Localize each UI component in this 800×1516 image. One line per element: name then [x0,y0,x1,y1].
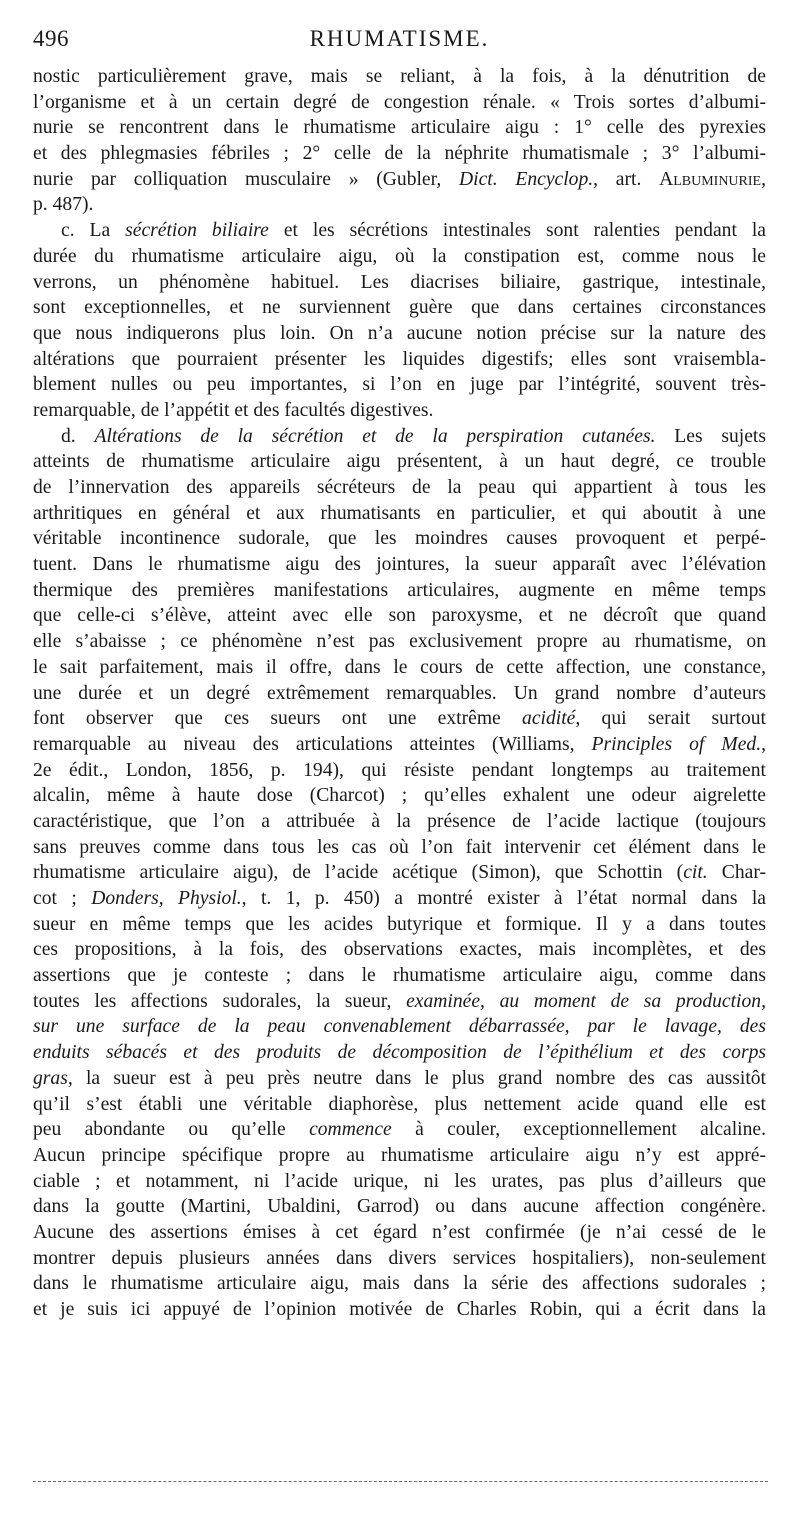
text-line [33,809,766,835]
text-segment: sans preuves comme dans tous les cas où l’on fait intervenir cet élément dans le [33,836,766,858]
text-line [33,1271,766,1297]
text-line [33,783,766,809]
text-line [33,1297,766,1323]
text-segment: nurie se rencontrent dans le rhumatisme articulaire aigu : 1° celle des pyrexies [33,117,766,139]
text-line [33,860,766,886]
text-segment: que celle-ci s’élève, atteint avec elle son paroxysme, et ne décroît que quand [33,605,766,627]
text-segment: 2e édit., London, 1856, p. 194), qui résiste pendant longtemps au traitement [33,759,766,781]
text-line [33,963,766,989]
italic-text: gras [33,1067,68,1089]
text-segment: nostic particulièrement grave, mais se reliant, à la fois, à la dénutrition de [33,66,766,87]
text-segment: et je suis ici appuyé de l’opinion motivée de Charles Robin, qui a écrit dans la [33,1299,766,1320]
text-line [33,578,766,604]
text-line [33,1169,766,1195]
text-segment: , la sueur est à peu près neutre dans le plus grand nombre des cas aussitôt [67,1067,766,1089]
text-segment: Les sujets [655,425,767,447]
text-segment: de l’innervation des appareils sécréteurs de la peau qui appartient à tous les [33,477,766,498]
text-line [33,1014,766,1040]
text-segment: verrons, un phénomène habituel. Les diacrises biliaire, gastrique, intestinale, [33,271,766,293]
text-line [33,526,766,552]
text-line [33,732,766,758]
text-segment: toutes les affections sudorales, la sueur, [33,990,407,1012]
italic-text: Altérations de la sécrétion et de la perspiration cutanées. [94,425,656,447]
text-line [33,912,766,938]
text-segment: le sait parfaitement, mais il offre, dans le cours de cette affection, une constance, [33,656,766,678]
text-line [33,1066,766,1092]
text-line [33,64,766,90]
italic-text: Donders, Physiol. [91,888,242,909]
text-segment: remarquable, de l’appétit et des facultés digestives. [33,399,434,421]
text-segment: nurie par colliquation musculaire » (Gubler, [33,168,459,190]
text-segment: véritable incontinence sudorale, que les moindres causes provoquent et perpé- [33,528,766,550]
text-segment: d. [61,425,95,447]
page-number: 496 [33,26,69,51]
text-line [33,167,766,193]
text-line [33,989,766,1015]
text-line [33,552,766,578]
italic-text: commence [309,1119,392,1141]
text-segment: elle s’abaisse ; ce phénomène n’est pas exclusivement propre au rhumatisme, on [33,631,766,653]
text-line [33,1092,766,1118]
text-line [33,424,766,450]
text-segment: et les sécrétions intestinales sont ralenties pendant la [268,220,766,242]
text-line [33,475,766,501]
text-segment: dans le rhumatisme articulaire aigu, mais dans la série des affections sudorales ; [33,1273,766,1295]
text-segment: , [761,168,767,190]
text-segment: caractéristique, que l’on a attribuée à la présence de l’acide lactique (toujours [33,810,766,832]
text-line [33,1143,766,1169]
text-segment: que nous indiquerons plus loin. On n’a aucune notion précise sur la nature des [33,322,766,344]
text-segment: l’organisme et à un certain degré de congestion rénale. « Trois sortes d’albumi- [33,91,766,113]
text-line [33,681,766,707]
text-line [33,501,766,527]
text-segment: une durée et un degré extrêmement remarquables. Un grand nombre d’auteurs [33,682,766,704]
italic-text: Dict. Encyclop. [459,168,594,190]
bottom-rule [33,1481,768,1482]
text-segment: peu abondante ou qu’elle [33,1119,310,1141]
text-segment: ces propositions, à la fois, des observations exactes, mais incomplètes, et des [33,939,766,961]
text-segment: altérations que pourraient présenter les liquides digestifs; elles sont vraisembla- [33,348,766,370]
text-line [33,295,766,321]
text-line [33,398,766,424]
italic-text: sécrétion biliaire [125,220,269,242]
italic-text: enduits sébacés et des produits de décomposition de l’épithélium et des corps [33,1042,766,1064]
text-segment: , qui serait surtout [575,708,766,730]
text-segment: durée du rhumatisme articulaire aigu, où la constipation est, comme nous le [33,245,766,267]
text-segment: sueur en même temps que les acides butyrique et formique. Il y a dans toutes [33,913,766,935]
text-line [33,1194,766,1220]
text-segment: qu’il s’est établi une véritable diaphorèse, plus nettement acide quand elle est [33,1093,766,1115]
text-segment: et des phlegmasies fébriles ; 2° celle de la néphrite rhumatismale ; 3° l’albumi- [33,143,766,165]
text-line [33,192,766,218]
text-segment: tuent. Dans le rhumatisme aigu des jointures, la sueur apparaît avec l’élévation [33,554,766,576]
italic-text: Principles of Med. [591,733,762,755]
text-line [33,706,766,732]
text-segment: thermique des premières manifestations articulaires, augmente en même temps [33,579,766,601]
text-line [33,270,766,296]
text-segment: atteints de rhumatisme articulaire aigu présentent, à un haut degré, ce trouble [33,451,766,473]
text-segment: alcalin, même à haute dose (Charcot) ; qu’elles exhalent une odeur aigrelette [33,785,766,807]
text-line [33,758,766,784]
text-segment: blement nulles ou peu importantes, si l’on en juge par l’intégrité, souvent très- [33,374,766,396]
text-line [33,1040,766,1066]
text-segment: arthritiques en général et aux rhumatisants en particulier, et qui aboutit à une [33,502,766,524]
italic-text: acidité [522,708,576,730]
text-line [33,1220,766,1246]
text-segment: remarquable au niveau des articulations atteintes (Williams, [33,733,592,755]
text-line [33,886,766,912]
text-line [33,141,766,167]
running-title: RHUMATISME. [309,26,490,51]
text-segment: , [761,733,766,755]
text-line [33,321,766,347]
text-line [33,347,766,373]
text-segment: rhumatisme articulaire aigu), de l’acide acétique (Simon), que Schottin ( [33,862,684,884]
body-text [33,64,766,1323]
text-line [33,115,766,141]
text-segment: cot ; [33,888,92,909]
text-line [33,1117,766,1143]
text-segment: dans la goutte (Martini, Ubaldini, Garrod) ou dans aucune affection congénère. [33,1196,766,1218]
text-segment: ciable ; et notamment, ni l’acide urique, ni les urates, pas plus d’ailleurs que [33,1170,766,1192]
text-segment: font observer que ces sueurs ont une extrême [33,708,523,730]
text-line [33,449,766,475]
text-line [33,244,766,270]
text-line [33,629,766,655]
text-segment: Aucun principe spécifique propre au rhumatisme articulaire aigu n’y est appré- [33,1144,766,1166]
italic-text: examinée, au moment de sa production, [406,990,766,1012]
small-caps-text: Albuminurie [659,168,762,190]
text-line [33,603,766,629]
text-line [33,90,766,116]
italic-text: cit. [683,862,708,884]
text-segment: sont exceptionnelles, et ne surviennent guère que dans certaines circonstances [33,297,766,319]
text-line [33,655,766,681]
text-line [33,937,766,963]
text-segment: c. La [61,220,126,242]
text-line [33,1246,766,1272]
text-segment: , t. 1, p. 450) a montré exister à l’état normal dans la [241,888,766,909]
page-header [33,26,766,56]
text-segment: p. 487). [33,194,94,216]
text-segment: Aucune des assertions émises à cet égard n’est confirmée (je n’ai cessé de le [33,1221,766,1243]
text-segment: Char- [707,862,766,884]
text-line [33,372,766,398]
text-line [33,835,766,861]
text-segment: assertions que je conteste ; dans le rhumatisme articulaire aigu, comme dans [33,965,766,987]
italic-text: sur une surface de la peau convenablement débarrassée, par le lavage, des [33,1016,766,1038]
text-segment: à couler, exceptionnellement alcaline. [391,1119,766,1141]
text-segment: , art. [593,168,660,190]
text-line [33,218,766,244]
text-segment: montrer depuis plusieurs années dans divers services hospitaliers), non-seulement [33,1247,766,1269]
